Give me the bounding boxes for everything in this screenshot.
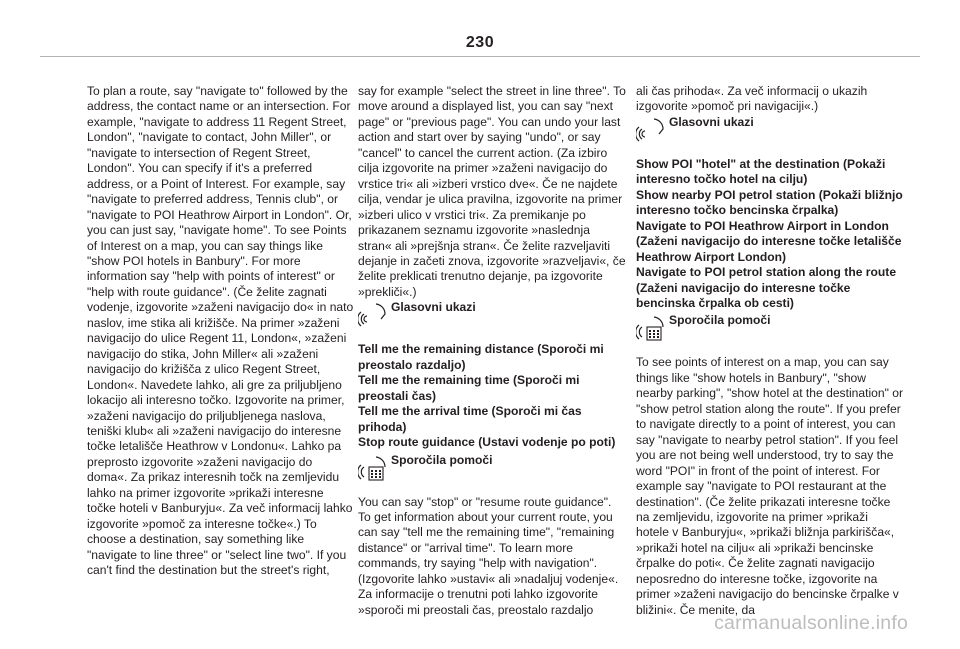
section-heading-label: Glasovni ukazi (391, 300, 476, 315)
voice-commands-heading (636, 115, 904, 145)
command-item: Tell me the remaining time (Sporoči mi preostali čas) (358, 373, 580, 403)
help-message-icon (358, 453, 388, 483)
command-item: Show nearby POI petrol station (Pokaži bližnjo interesno točko bencinska črpalka) (636, 187, 903, 218)
help-message-icon (636, 313, 666, 343)
command-item: Show POI "hotel" at the destination (Pokaži interesno točko hotel na cilju) (636, 156, 886, 187)
voice-command-icon (636, 115, 666, 145)
command-item: Stop route guidance (Ustavi vodenje po poti) (358, 435, 616, 450)
command-item: Navigate to POI Heathrow Airport in London (Zaženi navigacijo do interesne točke letališče Heathrow Airport London) (636, 218, 902, 264)
column-3 (636, 84, 904, 618)
column-1-body: To plan a route, say "navigate to" followed by the address, the contact name or an intersection. For example, "navigate to address 11 Regent Street, London", "navigate to contact, John Miller", or "navigate to intersection of Regent Street, London". You can specify if it's a preferred address, or a Point of Interest. For example, say "navigate to preferred address, Tennis club", or "navigate to POI Heathrow Airport in London". Or, you can just say, "navigate home". To see Points of Interest on a map, you can say things like "show POI hotels in Banbury". For more information say "help with points of interest" or "help with route guidance". (Če želite zagnati vodenje, izgovorite »zaženi navigacijo do« in nato naslov, ime stika ali križišče. Na primer »zaženi navigacijo do ulice Regent 11, London«, »zaženi navigacijo do stika, John Miller« ali »zaženi navigacijo do križišča z ulico Regent Street, London«. Navedete lahko, ali gre za priljubljeno lokacijo ali interesno točko. Izgovorite na primer, »zaženi navigacijo do priljubljenega naslova, teniški klub« ali »zaženi navigacijo do interesne točke letališče Heathrow v Londonu«. Lahko pa preprosto izgovorite »zaženi navigacijo do doma«. Za prikaz interesnih točk na zemljevidu lahko na primer izgovorite »prikaži interesne točke hoteli v Banburyju«. Za več informacij lahko izgovorite »pomoč za interesne točke«.) To choose a destination, say something like "navigate to line three" or "select line two". If you can't find the destination but the street's right, (87, 84, 354, 578)
column-3-body: ali čas prihoda«. Za več informacij o ukazih izgovorite »pomoč pri navigaciji«.) (636, 84, 868, 114)
command-list (358, 342, 626, 450)
page-number: 230 (465, 34, 495, 51)
section-heading-label: Glasovni ukazi (669, 114, 754, 129)
help-text: To see points of interest on a map, you can say things like "show hotels in Banbury", "show nearby parking", "show hotel at the destination" or "show petrol station along the route". If you prefer to navigate directly to a point of interest, you can say "navigate to nearby petrol station". If you feel you are not being well understood, try to say the word "POI" in front of the point of interest. For example say "navigate to POI restaurant at the destination". (Če želite prikazati interesne točke na zemljevidu, izgovorite na primer »prikaži hotele v Banburyju«, »prikaži bližnja parkirišča«, »prikaži hotel na cilju« ali »prikaži bencinske črpalke do poti«. Če želite zagnati navigacijo neposredno do interesne točke, izgovorite na primer »zaženi navigacijo do bencinske črpalke v bližini«. Če menite, da (636, 355, 904, 617)
header-divider (40, 56, 920, 57)
voice-command-icon (358, 300, 388, 330)
column-1 (87, 84, 355, 579)
section-heading-label: Sporočila pomoči (669, 313, 771, 328)
command-item: Tell me the arrival time (Sporoči mi čas prihoda) (358, 404, 582, 434)
help-text: You can say "stop" or "resume route guidance". To get information about your current route, you can say "tell me the remaining time", "remaining distance" or "arrival time". To learn more commands, try saying "help with navigation". (Izgovorite lahko »ustavi« ali »nadaljuj vodenje«. Za informacije o trenutni poti lahko izgovorite »sporoči mi preostali čas, preostalo razdaljo (358, 494, 619, 617)
column-2 (358, 84, 626, 618)
help-messages-heading (358, 453, 626, 483)
voice-commands-heading (358, 300, 626, 330)
section-heading-label: Sporočila pomoči (391, 452, 493, 467)
command-list (636, 157, 904, 312)
watermark: carmanualsonline.info (714, 612, 908, 634)
command-item: Tell me the remaining distance (Sporoči mi preostalo razdaljo) (358, 342, 604, 372)
column-2-body: say for example "select the street in line three". To move around a displayed list, you can say "next page" or "previous page". You can undo your last action and start over by saying "undo", or say "cancel" to cancel the current action. (Za izbiro cilja izgovorite na primer »zaženi navigacijo do vrstice tri« ali »izberi vrstico dve«. Če ne najdete cilja, vendar je ulica pravilna, izgovorite na primer »izberi ulico v vrstici tri«. Za premikanje po prikazanem seznamu izgovorite »naslednja stran« ali »prejšnja stran«. Če želite razveljaviti dejanje in začeti znova, izgovorite »razveljavi«, če želite preklicati trenutno dejanje, pa izgovorite »prekliči«.) (358, 84, 626, 299)
help-messages-heading (636, 313, 904, 343)
command-item: Navigate to POI petrol station along the route (Zaženi navigacijo do interesne točke bencinska črpalka ob cesti) (636, 265, 897, 310)
